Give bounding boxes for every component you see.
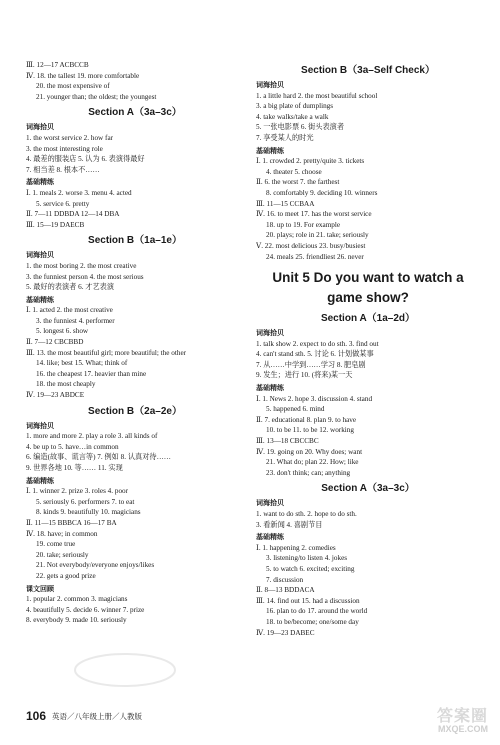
answer-line: 3. the funniest 4. performer <box>36 316 115 325</box>
answer-line: 24. meals 25. friendliest 26. never <box>266 252 364 261</box>
answer-line: Ⅲ. 13—18 CBCCBC <box>256 437 319 446</box>
watermark-url: MXQE.COM <box>437 724 488 734</box>
unit-title: Unit 5 Do you want to watch a game show? <box>272 270 464 306</box>
section-title: Section A（1a–2d） <box>320 313 416 325</box>
answer-line: 18. up to 19. For example <box>266 220 341 229</box>
answer-line: Ⅲ. 15—19 DAECB <box>26 220 85 229</box>
section-title: Section B（1a–1e） <box>88 235 182 247</box>
answer-line: 19. come true <box>36 540 76 549</box>
answer-line: 1. the most boring 2. the most creative <box>26 261 137 270</box>
answer-line: 1. talk show 2. expect to do sth. 3. find out <box>256 339 379 348</box>
answer-line: 3. the funniest person 4. the most serious <box>26 272 144 281</box>
answer-line: 9. 世界各地 10. 等…… 11. 实现 <box>26 464 123 472</box>
answer-line: 16. the cheapest 17. heavier than mine <box>36 369 147 378</box>
answer-line: Ⅳ. 18. have; in common <box>26 529 98 538</box>
answer-line: 20. plays; role in 21. take; seriously <box>266 231 369 240</box>
answer-line: 4. can't stand sth. 5. 讨论 6. 计划做某事 <box>256 350 374 359</box>
faint-stamp-graphic <box>70 650 180 690</box>
subsection-label: 基础精练 <box>26 476 54 485</box>
answer-line: 5. to watch 6. excited; exciting <box>266 564 355 573</box>
answer-line: Ⅱ. 11—15 BBBCA 16—17 BA <box>26 518 117 527</box>
right-column <box>256 60 480 638</box>
answer-line: 5. longest 6. show <box>36 327 89 336</box>
answer-line: 23. don't think; can; anything <box>266 468 351 477</box>
answer-line: 20. take; seriously <box>36 550 89 559</box>
answer-line: 10. to be 11. to be 12. working <box>266 426 354 435</box>
answer-line: 1. want to do sth. 2. hope to do sth. <box>256 510 357 518</box>
answer-line: 9. 发生；进行 10. (将来)某一天 <box>256 371 353 380</box>
answer-line: 21. younger than; the oldest; the youngest <box>36 92 157 101</box>
answer-line: 5. happened 6. mind <box>266 405 325 414</box>
answer-line: Ⅴ. 22. most delicious 23. busy/busiest <box>256 241 366 250</box>
answer-line: Ⅰ. 1. happening 2. comedies <box>256 543 336 552</box>
answer-line: 3. 看新闻 4. 喜剧节目 <box>256 520 323 529</box>
answer-line: Ⅲ. 12—17 ACBCCB <box>26 61 89 69</box>
section-title: Section B（2a–2e） <box>88 405 182 417</box>
answer-line: 4. be up to 5. have…in common <box>26 442 119 451</box>
answer-line: Ⅳ. 19. going on 20. Why does; want <box>256 447 363 456</box>
answer-line: Ⅱ. 6. the worst 7. the farthest <box>256 178 340 187</box>
answer-line: 8. everybody 9. made 10. seriously <box>26 616 127 625</box>
answer-line: Ⅱ. 7—11 DDBDA 12—14 DBA <box>26 210 120 219</box>
answer-line: 5. seriously 6. performers 7. to eat <box>36 497 135 506</box>
answer-line: 4. take walks/take a walk <box>256 112 329 121</box>
page-footer <box>26 709 142 723</box>
answer-line: 14. like; best 15. What; think of <box>36 359 128 368</box>
answer-line: 21. What do; plan 22. How; like <box>266 458 359 467</box>
answer-line: Ⅰ. 1. meals 2. worse 3. menu 4. acted <box>26 188 132 197</box>
site-watermark <box>402 708 488 737</box>
watermark-title: 答案圈 <box>436 708 488 725</box>
answer-line: 1. a little hard 2. the most beautiful school <box>256 91 378 100</box>
answer-line: 8. kinds 9. beautifully 10. magicians <box>36 508 141 517</box>
answer-line: Ⅰ. 1. winner 2. prize 3. roles 4. poor <box>26 487 129 496</box>
subsection-label: 词海拾贝 <box>26 251 54 260</box>
answer-line: 7. discussion <box>266 575 304 584</box>
subsection-label: 词海拾贝 <box>256 499 284 508</box>
subsection-label: 基础精练 <box>256 146 284 155</box>
answer-line: Ⅳ. 19—23 DABEC <box>256 628 315 637</box>
page-number: 106 <box>26 709 47 723</box>
answer-line: 5. 一张电影票 6. 街头表演者 <box>256 123 345 132</box>
subsection-label: 课文回顾 <box>26 584 54 593</box>
subsection-label: 基础精练 <box>26 178 54 187</box>
section-title: Section B（3a–Self Check） <box>301 65 435 76</box>
answer-line: 21. Not everybody/everyone enjoys/likes <box>36 561 155 570</box>
subsection-label: 基础精练 <box>256 533 284 542</box>
answer-line: Ⅱ. 7—12 CBCBBD <box>26 338 84 347</box>
answer-line: 6. 编造(故事、谎言等) 7. 例如 8. 认真对待…… <box>26 453 171 462</box>
answer-line: 5. 最好的表演者 6. 才艺表演 <box>26 283 115 292</box>
answer-line: Ⅰ. 1. crowded 2. pretty/quite 3. tickets <box>256 157 365 166</box>
answer-line: 7. 相当差 8. 根本不…… <box>26 165 100 174</box>
answer-line: Ⅳ. 19—23 ABDCE <box>26 391 85 400</box>
answer-line: 22. gets a good prize <box>36 571 96 580</box>
answer-line: 16. plan to do 17. around the world <box>266 607 368 616</box>
subsection-label: 词海拾贝 <box>26 421 54 430</box>
answer-line: 18. the most cheaply <box>36 380 96 389</box>
answer-line: 7. 从……中学到……学习 8. 肥皂剧 <box>256 360 366 369</box>
answer-line: 7. 享受某人的时光 <box>256 133 314 142</box>
answer-line: Ⅳ. 16. to meet 17. has the worst service <box>256 210 372 219</box>
answer-line: 20. the most expensive of <box>36 82 110 91</box>
answer-line: 4. theater 5. choose <box>266 167 322 176</box>
subsection-label: 基础精练 <box>256 384 284 393</box>
answer-line: 8. comfortably 9. deciding 10. winners <box>266 188 378 197</box>
answer-line: 18. to be/become; one/some day <box>266 617 359 626</box>
answer-line: 3. listening/to listen 4. jokes <box>266 554 348 563</box>
answer-line: Ⅲ. 14. find out 15. had a discussion <box>256 596 360 605</box>
answer-line: Ⅰ. 1. acted 2. the most creative <box>26 306 113 315</box>
answer-line: 5. service 6. pretty <box>36 199 90 208</box>
answer-line: Ⅲ. 11—15 CCBAA <box>256 199 315 208</box>
answer-line: 4. 最差的服装店 5. 认为 6. 表演得最好 <box>26 155 145 164</box>
subsection-label: 词海拾贝 <box>26 123 54 132</box>
answer-line: 3. the most interesting role <box>26 144 103 153</box>
subject-label: 英语／八年级上册／人教版 <box>52 711 143 721</box>
answer-line: Ⅱ. 7. educational 8. plan 9. to have <box>256 415 357 424</box>
answer-line: 1. the worst service 2. how far <box>26 133 114 142</box>
answer-line: 3. a big plate of dumplings <box>256 102 334 111</box>
section-title: Section A（3a–3c） <box>88 107 182 119</box>
answer-line: 1. popular 2. common 3. magicians <box>26 595 128 604</box>
answer-line: 4. beautifully 5. decide 6. winner 7. prize <box>26 605 145 614</box>
subsection-label: 基础精练 <box>26 295 54 304</box>
answer-line: Ⅲ. 13. the most beautiful girl; more beautiful; the other <box>26 348 187 357</box>
answer-line: 1. more and more 2. play a role 3. all kinds of <box>26 432 158 441</box>
left-column <box>26 60 244 626</box>
answer-line: Ⅰ. 1. News 2. hope 3. discussion 4. stand <box>256 394 373 403</box>
section-title: Section A（3a–3c） <box>321 483 415 495</box>
subsection-label: 词海拾贝 <box>256 81 284 89</box>
subsection-label: 词海拾贝 <box>256 329 284 338</box>
answer-line: Ⅳ. 18. the tallest 19. more comfortable <box>26 71 140 80</box>
answer-line: Ⅱ. 8—13 BDDACA <box>256 586 315 595</box>
